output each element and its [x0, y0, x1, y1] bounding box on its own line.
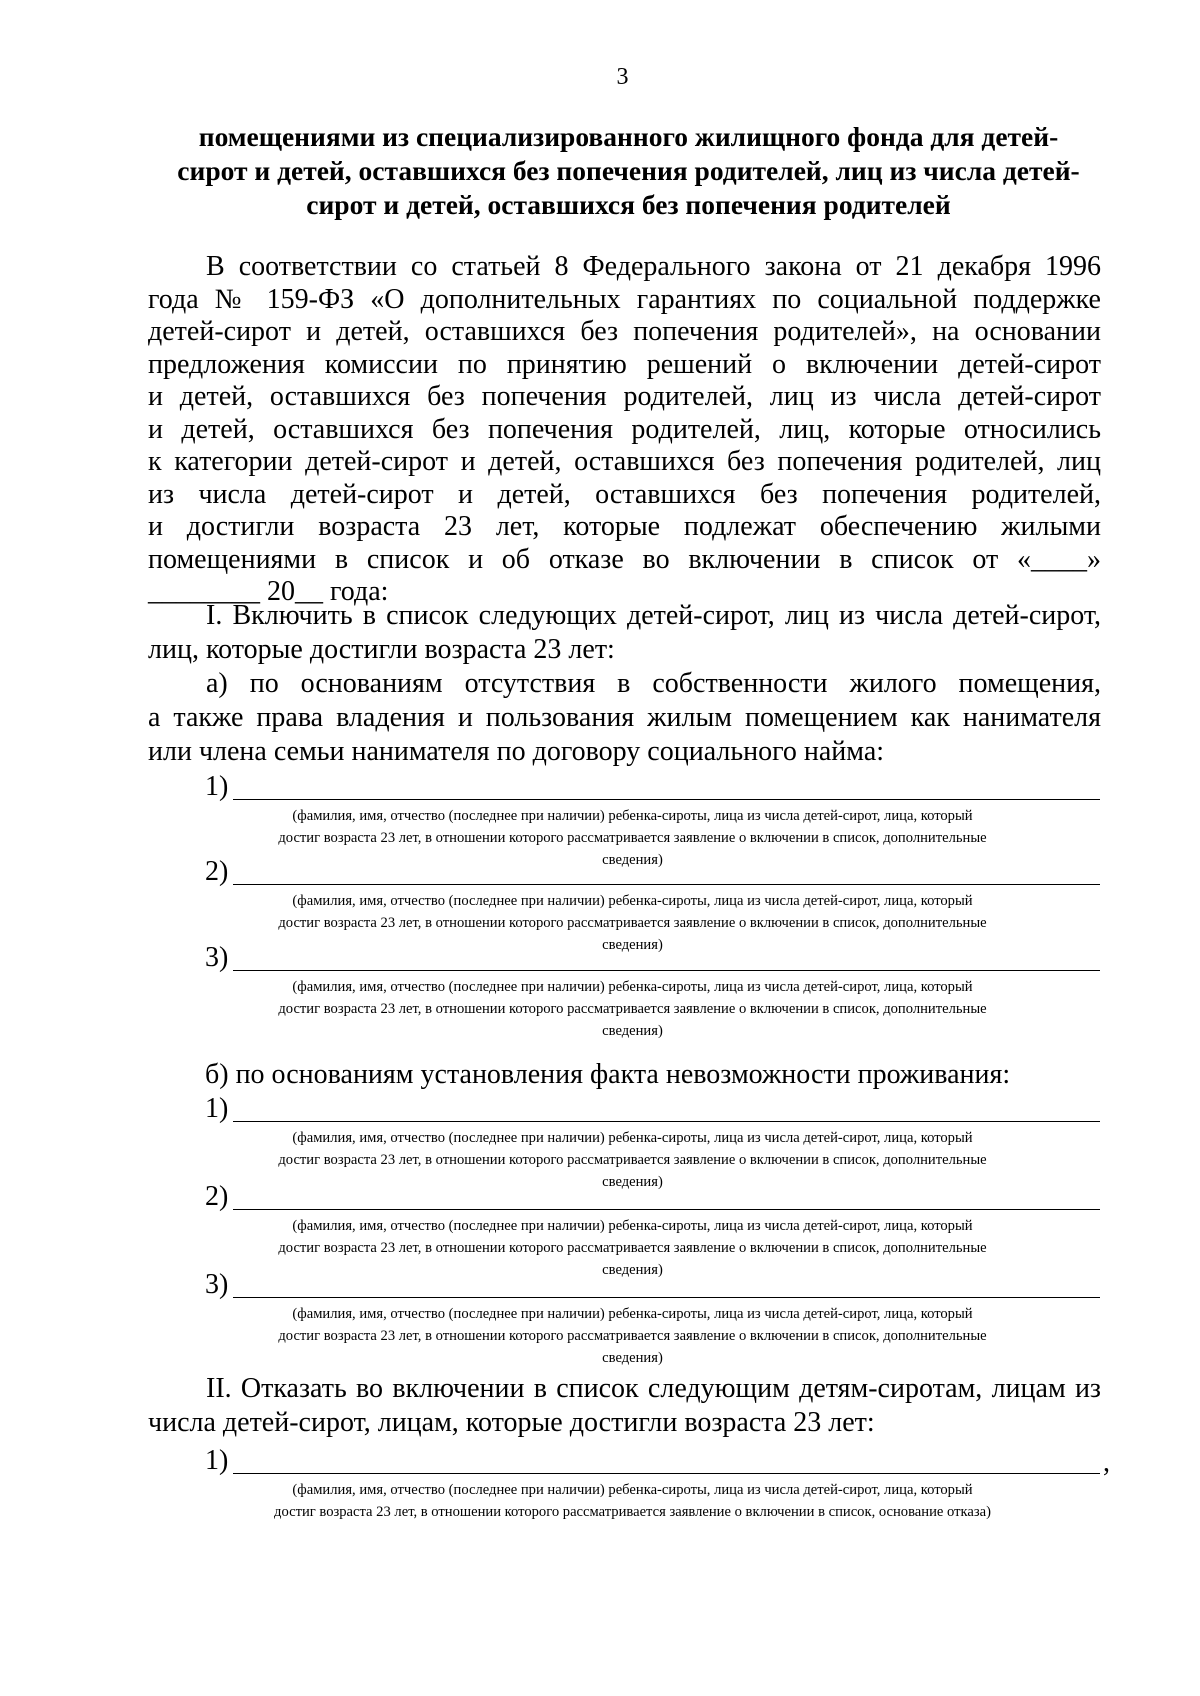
field-caption: (фамилия, имя, отчество (последнее при наличии) ребенка-сироты, лица из числа детей-сирот, лица, который достиг возраста 23 лет, в отношении которого рассматривается заявление о включении в список, дополнительные сведения) — [278, 893, 987, 953]
preamble-line: и детей, оставшихся без попечения родителей, лиц, которые относились — [148, 413, 1101, 445]
sub-b-line: б) по основаниям установления факта невозможности проживания: — [205, 1059, 1011, 1090]
field-caption: (фамилия, имя, отчество (последнее при наличии) ребенка-сироты, лица из числа детей-сирот, лица, который достиг возраста 23 лет, в отношении которого рассматривается заявление о включении в список, дополнительные сведения) — [278, 808, 987, 868]
entry-number: 2) — [205, 1181, 229, 1212]
preamble-paragraph — [148, 251, 1101, 609]
preamble-line: года № 159-ФЗ «О дополнительных гарантиях по социальной поддержке — [148, 283, 1101, 315]
field-caption: (фамилия, имя, отчество (последнее при наличии) ребенка-сироты, лица из числа детей-сирот, лица, который достиг возраста 23 лет, в отношении которого рассматривается заявление о включении в список, дополнительные сведения) — [278, 979, 987, 1039]
document-title — [160, 120, 1097, 222]
section-1-heading-line: лиц, которые достигли возраста 23 лет: — [148, 634, 615, 665]
preamble-line: и детей, оставшихся без попечения родителей, лиц из числа детей-сирот — [148, 381, 1101, 412]
field-caption: (фамилия, имя, отчество (последнее при наличии) ребенка-сироты, лица из числа детей-сирот, лица, который достиг возраста 23 лет, в отношении которого рассматривается заявление о включении в список, дополнительные сведения) — [278, 1218, 987, 1278]
preamble-line: помещениями в список и об отказе во включении в список от «____» — [148, 543, 1101, 575]
section-2-heading — [148, 1372, 1101, 1440]
sub-a-line: а также права владения и пользования жилым помещением как нанимателя — [148, 702, 1101, 733]
preamble-line: детей-сирот и детей, оставшихся без попечения родителей», на основании — [148, 316, 1101, 347]
entry-number: 1) — [205, 771, 229, 802]
section-2-heading-line: числа детей-сирот, лицам, которые достигли возраста 23 лет: — [148, 1407, 875, 1438]
preamble-line: ________ 20__ года: — [148, 576, 389, 607]
field-caption: (фамилия, имя, отчество (последнее при наличии) ребенка-сироты, лица из числа детей-сирот, лица, который достиг возраста 23 лет, в отношении которого рассматривается заявление о включении в список, дополнительные сведения) — [278, 1306, 987, 1366]
fill-in-field[interactable] — [233, 1121, 1100, 1122]
trailing-comma: , — [1103, 1447, 1110, 1478]
fill-in-field[interactable] — [233, 1473, 1100, 1474]
entry-number: 3) — [205, 1269, 229, 1300]
entry-number: 1) — [205, 1093, 229, 1124]
section-1-heading-line: I. Включить в список следующих детей-сирот, лиц из числа детей-сирот, — [206, 600, 1101, 631]
title-line: сирот и детей, оставшихся без попечения родителей, лиц из числа детей- — [177, 155, 1080, 186]
field-caption: (фамилия, имя, отчество (последнее при наличии) ребенка-сироты, лица из числа детей-сирот, лица, который достиг возраста 23 лет, в отношении которого рассматривается заявление о включении в список, основание отказа) — [274, 1482, 991, 1520]
title-line: помещениями из специализированного жилищного фонда для детей- — [198, 121, 1059, 152]
preamble-line: к категории детей-сирот и детей, оставшихся без попечения родителей, лиц — [148, 446, 1101, 477]
fill-in-field[interactable] — [233, 884, 1100, 885]
preamble-line: и достигли возраста 23 лет, которые подлежат обеспечению жилыми — [148, 511, 1101, 542]
preamble-line: предложения комиссии по принятию решений о включении детей-сирот — [148, 348, 1101, 380]
page-number: 3 — [616, 64, 629, 90]
entry-number: 1) — [205, 1445, 229, 1476]
field-caption: (фамилия, имя, отчество (последнее при наличии) ребенка-сироты, лица из числа детей-сирот, лица, который достиг возраста 23 лет, в отношении которого рассматривается заявление о включении в список, дополнительные сведения) — [278, 1130, 987, 1190]
fill-in-field[interactable] — [233, 799, 1100, 800]
section-1-heading — [148, 599, 1101, 667]
section-1-sub-b — [205, 1058, 1105, 1092]
title-line: сирот и детей, оставшихся без попечения родителей — [306, 189, 951, 220]
sub-a-line: а) по основаниям отсутствия в собственности жилого помещения, — [206, 668, 1101, 699]
fill-in-field[interactable] — [233, 970, 1100, 971]
section-2-heading-line: II. Отказать во включении в список следующим детям-сиротам, лицам из — [206, 1373, 1101, 1404]
fill-in-field[interactable] — [233, 1297, 1100, 1298]
preamble-line: В соответствии со статьей 8 Федерального закона от 21 декабря 1996 — [206, 251, 1101, 282]
entry-number: 3) — [205, 942, 229, 973]
sub-a-line: или члена семьи нанимателя по договору социального найма: — [148, 736, 885, 767]
preamble-line: из числа детей-сирот и детей, оставшихся без попечения родителей, — [148, 478, 1101, 510]
section-1-sub-a — [148, 667, 1101, 769]
entry-number: 2) — [205, 856, 229, 887]
fill-in-field[interactable] — [233, 1209, 1100, 1210]
